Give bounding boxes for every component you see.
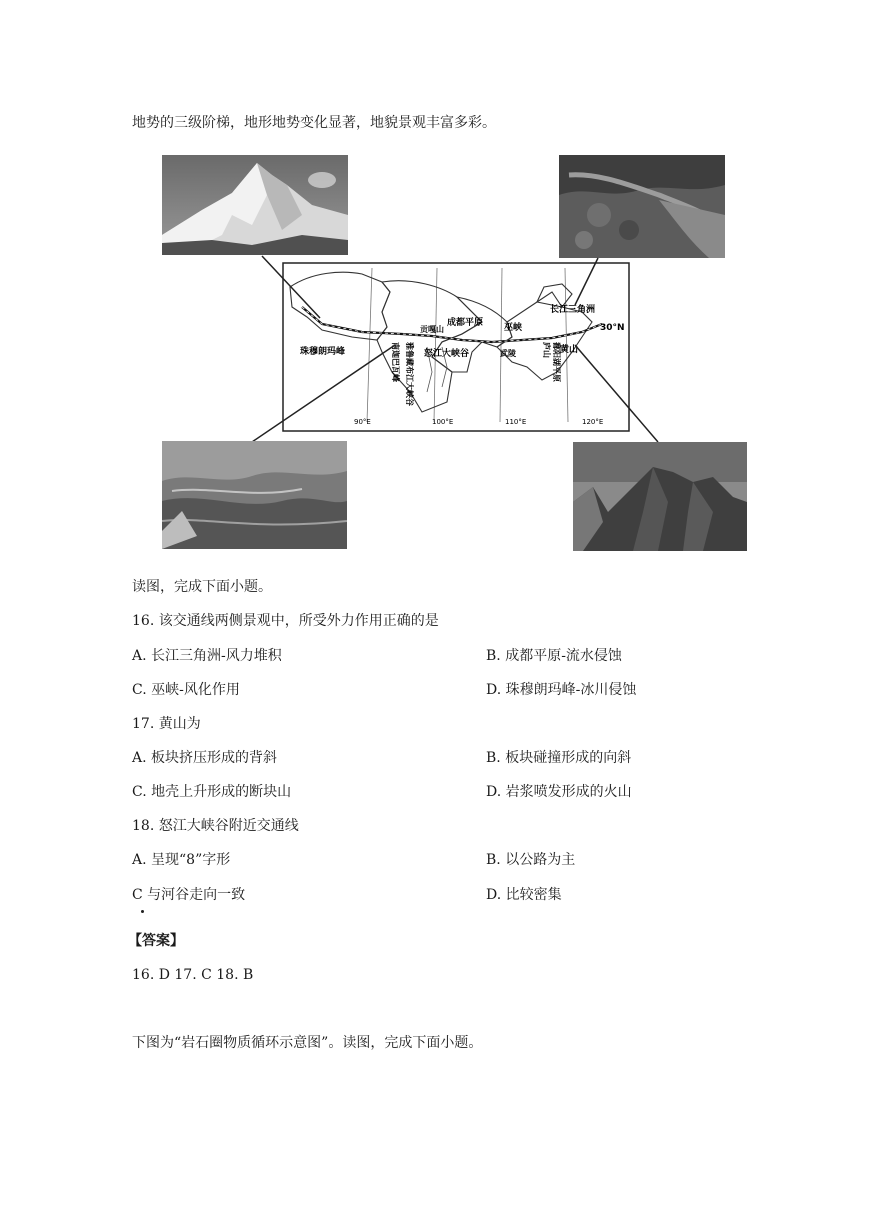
answer-values: 16. D 17. C 18. B — [132, 967, 254, 983]
label-lon-100: 100°E — [432, 418, 454, 426]
label-lushan: 庐山 — [542, 342, 551, 358]
question-16-stem: 16. 该交通线两侧景观中，所受外力作用正确的是 — [132, 613, 439, 629]
question-16-option-b[interactable]: B. 成都平原-流水侵蚀 — [486, 648, 622, 664]
question-17-stem: 17. 黄山为 — [132, 716, 201, 732]
label-huangshan: 黄山 — [560, 345, 579, 355]
question-16-option-c[interactable]: C. 巫峡-风化作用 — [132, 682, 240, 698]
question-17-option-a[interactable]: A. 板块挤压形成的背斜 — [132, 750, 278, 766]
question-17-option-d[interactable]: D. 岩浆喷发形成的火山 — [486, 784, 632, 800]
question-16-option-a[interactable]: A. 长江三角洲-风力堆积 — [132, 648, 282, 664]
stray-dot — [141, 910, 144, 913]
question-18-option-a[interactable]: A. 呈现“8”字形 — [132, 852, 231, 868]
label-chengdu-plain: 成都平原 — [447, 318, 484, 328]
label-lon-90: 90°E — [354, 418, 371, 426]
label-nanjiabawa: 南迦巴瓦峰 — [391, 342, 400, 382]
label-poyang-plain: 鄱阳湖平原 — [552, 342, 561, 382]
question-18-option-b[interactable]: B. 以公路为主 — [486, 852, 576, 868]
label-wuxia: 巫峡 — [504, 323, 523, 333]
question-18-option-d[interactable]: D. 比较密集 — [486, 887, 562, 903]
label-lon-110: 110°E — [505, 418, 527, 426]
question-17-option-b[interactable]: B. 板块碰撞形成的向斜 — [486, 750, 632, 766]
next-section-intro: 下图为“岩石圈物质循环示意图”。读图，完成下面小题。 — [132, 1035, 483, 1051]
label-gongga: 贡嘎山 — [420, 325, 444, 334]
intro-text: 地势的三级阶梯，地形地势变化显著，地貌景观丰富多彩。 — [132, 115, 496, 131]
question-17-option-c[interactable]: C. 地壳上升形成的断块山 — [132, 784, 292, 800]
question-16-option-d[interactable]: D. 珠穆朗玛峰-冰川侵蚀 — [486, 682, 637, 698]
question-18-stem: 18. 怒江大峡谷附近交通线 — [132, 818, 299, 834]
answer-label: 【答案】 — [128, 933, 184, 949]
label-lon-120: 120°E — [582, 418, 604, 426]
label-qomolangma: 珠穆朗玛峰 — [300, 347, 346, 357]
instruction-text: 读图，完成下面小题。 — [132, 579, 272, 595]
question-18-option-c[interactable]: C 与河谷走向一致 — [132, 887, 246, 903]
label-yarlung-canyon: 雅鲁藏布江大峡谷 — [405, 342, 414, 406]
label-wuling: 武陵 — [500, 349, 516, 358]
photo-huangshan — [573, 442, 747, 551]
label-30n: 30°N — [600, 323, 625, 333]
label-changjiang-delta: 长江三角洲 — [550, 305, 596, 315]
photo-yarlung-canyon — [162, 441, 347, 549]
label-nujiang: 怒江大峡谷 — [424, 349, 470, 359]
